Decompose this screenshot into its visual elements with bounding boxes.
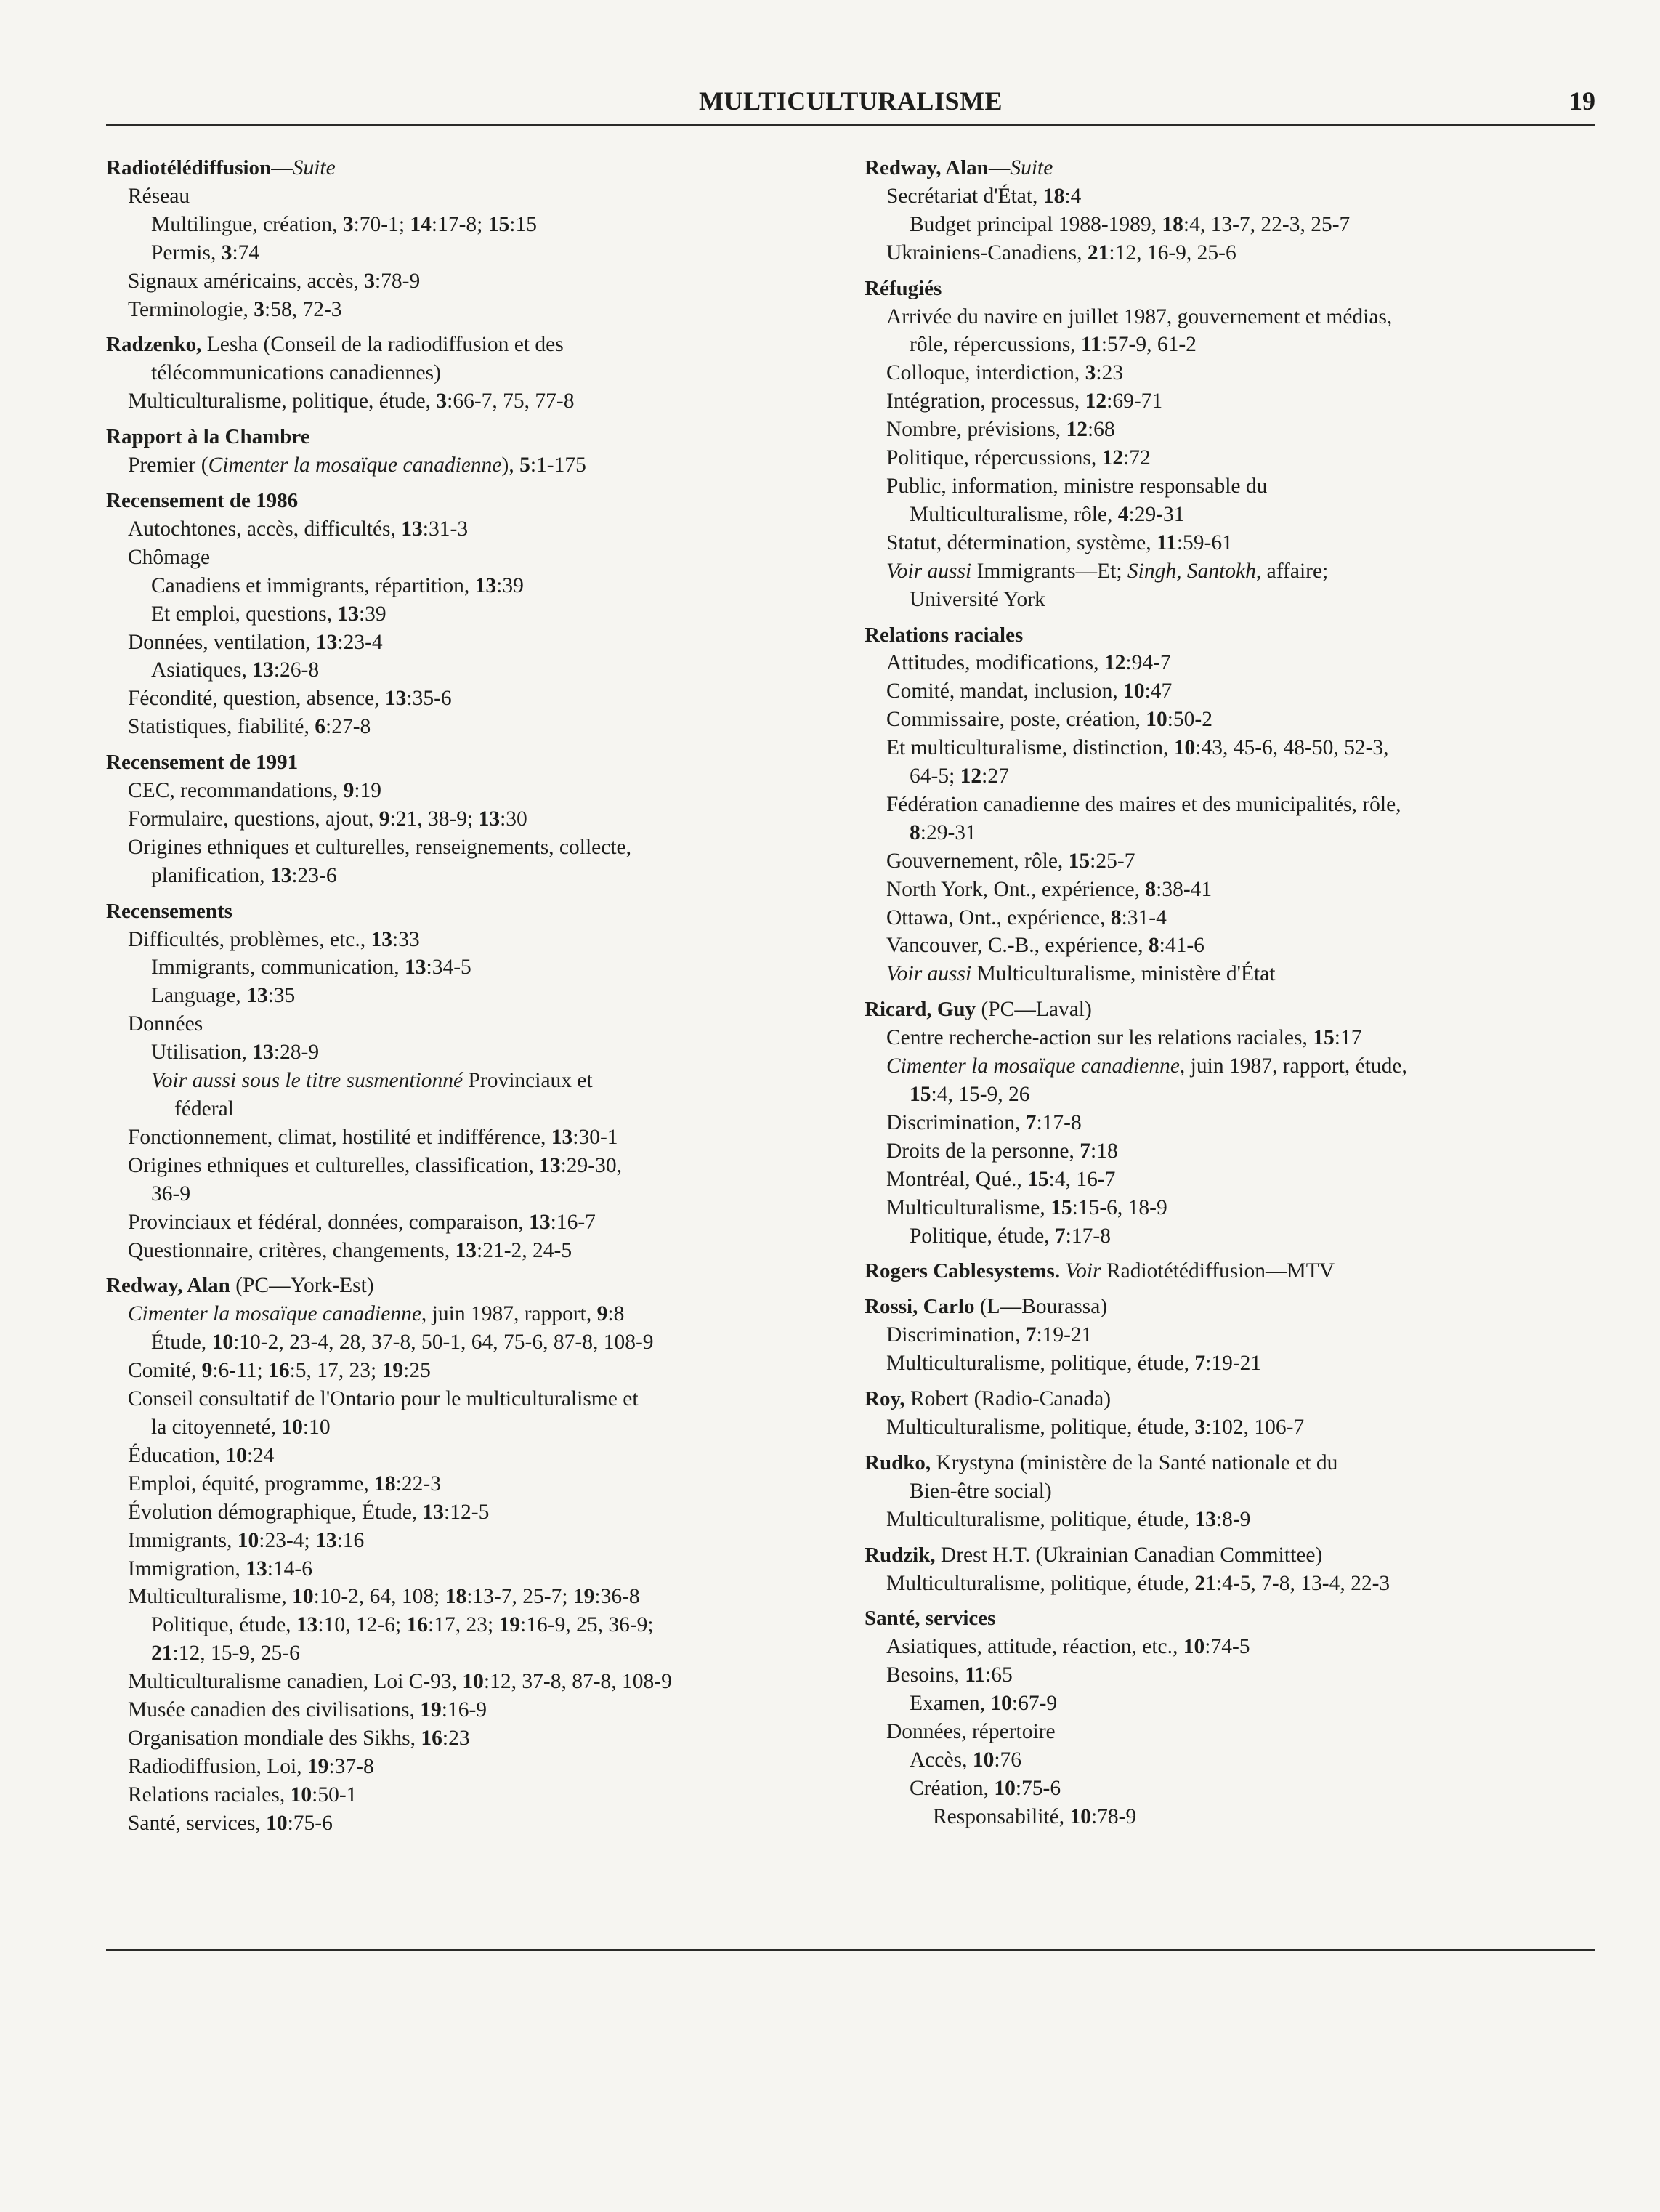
entry-subline: Premier (Cimenter la mosaïque canadienne), 5:1-175: [128, 453, 586, 477]
entry-subline: Données: [128, 1012, 203, 1036]
entry-heading: [865, 1604, 1598, 1633]
entry-heading-suffix: (PC—York-Est): [230, 1274, 374, 1298]
entry-subline: Comité, 9:6-11; 16:5, 17, 23; 19:25: [128, 1359, 431, 1383]
index-entry: [865, 154, 1598, 267]
entry-subline: Autochtones, accès, difficultés, 13:31-3: [128, 517, 469, 541]
entry-heading-name: Santé, services: [865, 1607, 996, 1631]
entry-heading-suffix: Voir Radiotétédiffusion—MTV: [1065, 1259, 1335, 1283]
index-entry: [865, 1541, 1598, 1598]
entry-heading-suffix: —Suite: [271, 156, 336, 179]
entry-subline: Responsabilité, 10:78-9: [933, 1804, 1137, 1828]
entry-subline: Création, 10:75-6: [910, 1776, 1061, 1800]
entry-subline: Multilingue, création, 3:70-1; 14:17-8; 15:15: [151, 212, 537, 236]
entry-subline: féderal: [174, 1097, 234, 1121]
entry-subline: Multiculturalisme, rôle, 4:29-31: [910, 502, 1185, 526]
entry-subline: North York, Ont., expérience, 8:38-41: [886, 877, 1212, 901]
entry-subline: Voir aussi Multiculturalisme, ministère d'État: [886, 962, 1276, 986]
entry-subline: 21:12, 15-9, 25-6: [151, 1642, 300, 1666]
entry-subline: Bien-être social): [910, 1479, 1052, 1503]
entry-subline: 15:4, 15-9, 26: [910, 1083, 1030, 1106]
entry-subline: Gouvernement, rôle, 15:25-7: [886, 849, 1135, 873]
entry-subline: Permis, 3:74: [151, 241, 260, 265]
entry-subline: Attitudes, modifications, 12:94-7: [886, 651, 1171, 675]
entry-heading-name: Roy,: [865, 1387, 905, 1411]
entry-subline: Multiculturalisme, politique, étude, 21:4-5, 7-8, 13-4, 22-3: [886, 1571, 1390, 1595]
entry-subline: Multiculturalisme, 10:10-2, 64, 108; 18:13-7, 25-7; 19:36-8: [128, 1585, 640, 1609]
entry-subline: Cimenter la mosaïque canadienne, juin 1987, rapport, étude,: [886, 1054, 1407, 1078]
index-entry: [106, 748, 833, 890]
entry-heading-suffix: Drest H.T. (Ukrainian Canadian Committee): [935, 1543, 1323, 1567]
right-column: [865, 154, 1598, 1838]
entry-subline: Origines ethniques et culturelles, renseignements, collecte,: [128, 835, 632, 859]
entry-subline: Radiodiffusion, Loi, 19:37-8: [128, 1754, 374, 1778]
footer-rule: [106, 1949, 1595, 1951]
entry-heading: [106, 487, 833, 515]
entry-subline: Commissaire, poste, création, 10:50-2: [886, 708, 1212, 732]
entry-subline: Ottawa, Ont., expérience, 8:31-4: [886, 905, 1167, 929]
entry-subline: Vancouver, C.-B., expérience, 8:41-6: [886, 934, 1204, 958]
entry-subline: Évolution démographique, Étude, 13:12-5: [128, 1500, 490, 1524]
index-entry: [865, 1293, 1598, 1378]
entry-heading-suffix: (L—Bourassa): [974, 1295, 1108, 1319]
entry-subline: Multiculturalisme, politique, étude, 3:102, 106-7: [886, 1415, 1305, 1439]
entry-heading-suffix: (PC—Laval): [976, 998, 1092, 1022]
entry-subline: Organisation mondiale des Sikhs, 16:23: [128, 1726, 470, 1750]
entry-heading-name: Ricard, Guy: [865, 998, 976, 1022]
page-title: MULTICULTURALISME: [699, 86, 1003, 116]
entry-heading: [106, 748, 833, 777]
entry-subline: Questionnaire, critères, changements, 13:21-2, 24-5: [128, 1238, 572, 1262]
entry-heading: [106, 423, 833, 451]
index-entry: [865, 621, 1598, 989]
entry-heading-name: Redway, Alan: [865, 156, 989, 179]
index-entry: [865, 1604, 1598, 1830]
index-entry: [865, 1385, 1598, 1442]
entry-subline: Origines ethniques et culturelles, classification, 13:29-30,: [128, 1153, 622, 1177]
entry-subline: Conseil consultatif de l'Ontario pour le multiculturalisme et: [128, 1387, 639, 1411]
entry-subline: Examen, 10:67-9: [910, 1692, 1058, 1716]
index-entry: [865, 275, 1598, 614]
entry-heading-suffix: Lesha (Conseil de la radiodiffusion et des: [201, 333, 564, 357]
entry-subline: Comité, mandat, inclusion, 10:47: [886, 679, 1173, 703]
entry-subline: Voir aussi sous le titre susmentionné Provinciaux et: [151, 1069, 593, 1093]
entry-subline: Éducation, 10:24: [128, 1443, 275, 1467]
entry-subline: Nombre, prévisions, 12:68: [886, 418, 1115, 442]
entry-subline: Multiculturalisme canadien, Loi C-93, 10:12, 37-8, 87-8, 108-9: [128, 1670, 672, 1694]
entry-heading-name: Rudzik,: [865, 1543, 936, 1567]
entry-heading: [865, 996, 1598, 1024]
entry-heading: [106, 331, 833, 359]
entry-heading: [106, 154, 833, 182]
entry-heading: [865, 1257, 1598, 1285]
entry-subline: Intégration, processus, 12:69-71: [886, 389, 1163, 413]
entry-heading: [865, 1293, 1598, 1321]
entry-subline: Statut, détermination, système, 11:59-61: [886, 530, 1233, 554]
page-header: [106, 81, 1595, 122]
entry-subline: Asiatiques, 13:26-8: [151, 658, 320, 682]
entry-heading-name: Redway, Alan: [106, 1274, 230, 1298]
entry-subline: Politique, étude, 7:17-8: [910, 1224, 1111, 1248]
entry-subline: planification, 13:23-6: [151, 863, 337, 887]
entry-subline: Politique, étude, 13:10, 12-6; 16:17, 23; 19:16-9, 25, 36-9;: [151, 1613, 654, 1637]
index-entry: [865, 1449, 1598, 1534]
entry-subline: Formulaire, questions, ajout, 9:21, 38-9; 13:30: [128, 807, 527, 831]
entry-subline: Fédération canadienne des maires et des municipalités, rôle,: [886, 792, 1401, 816]
entry-subline: Statistiques, fiabilité, 6:27-8: [128, 715, 371, 739]
index-entry: [106, 487, 833, 741]
entry-subline: Immigrants, 10:23-4; 13:16: [128, 1528, 365, 1552]
entry-heading-name: Rossi, Carlo: [865, 1295, 975, 1319]
entry-subline: Besoins, 11:65: [886, 1663, 1013, 1687]
entry-subline: Emploi, équité, programme, 18:22-3: [128, 1472, 441, 1495]
page-number: 19: [1569, 86, 1595, 116]
entry-subline: Utilisation, 13:28-9: [151, 1041, 320, 1065]
entry-subline: Musée canadien des civilisations, 19:16-9: [128, 1698, 487, 1722]
entry-subline: Montréal, Qué., 15:4, 16-7: [886, 1167, 1116, 1191]
left-column: [106, 154, 833, 1845]
entry-subline: Ukrainiens-Canadiens, 21:12, 16-9, 25-6: [886, 241, 1236, 265]
entry-heading-name: Réfugiés: [865, 276, 942, 300]
entry-subline: Multiculturalisme, 15:15-6, 18-9: [886, 1195, 1167, 1219]
entry-subline: 64-5; 12:27: [910, 764, 1009, 788]
entry-subline: télécommunications canadiennes): [151, 361, 441, 385]
entry-subline: CEC, recommandations, 9:19: [128, 779, 382, 803]
entry-subline: Immigrants, communication, 13:34-5: [151, 956, 471, 980]
entry-heading: [865, 154, 1598, 182]
entry-heading-name: Recensements: [106, 899, 232, 923]
entry-subline: Cimenter la mosaïque canadienne, juin 1987, rapport, 9:8: [128, 1302, 625, 1326]
entry-subline: Language, 13:35: [151, 984, 296, 1008]
entry-subline: 36-9: [151, 1182, 191, 1206]
entry-heading: [106, 1272, 833, 1300]
entry-subline: Arrivée du navire en juillet 1987, gouvernement et médias,: [886, 304, 1393, 328]
entry-subline: Relations raciales, 10:50-1: [128, 1783, 357, 1807]
entry-heading: [865, 1541, 1598, 1570]
entry-subline: Chômage: [128, 545, 211, 569]
entry-heading-name: Rudko,: [865, 1450, 931, 1474]
entry-subline: Difficultés, problèmes, etc., 13:33: [128, 927, 420, 951]
entry-heading: [865, 1385, 1598, 1413]
entry-subline: Réseau: [128, 184, 190, 208]
index-entry: [106, 1272, 833, 1837]
entry-subline: Multiculturalisme, politique, étude, 3:66-7, 75, 77-8: [128, 389, 575, 413]
entry-subline: Fécondité, question, absence, 13:35-6: [128, 687, 452, 711]
entry-subline: Et emploi, questions, 13:39: [151, 602, 386, 626]
entry-subline: Politique, répercussions, 12:72: [886, 446, 1151, 470]
entry-heading-suffix: —Suite: [988, 156, 1053, 179]
entry-heading: [865, 1449, 1598, 1477]
entry-subline: Discrimination, 7:17-8: [886, 1110, 1082, 1134]
entry-subline: Données, répertoire: [886, 1720, 1056, 1744]
entry-subline: Provinciaux et fédéral, données, comparaison, 13:16-7: [128, 1210, 596, 1234]
entry-heading-name: Recensement de 1991: [106, 751, 299, 775]
entry-subline: Centre recherche-action sur les relations raciales, 15:17: [886, 1026, 1362, 1050]
entry-subline: Santé, services, 10:75-6: [128, 1811, 333, 1835]
index-entry: [106, 423, 833, 480]
entry-subline: Discrimination, 7:19-21: [886, 1323, 1093, 1347]
entry-subline: Et multiculturalisme, distinction, 10:43, 45-6, 48-50, 52-3,: [886, 736, 1389, 760]
entry-heading-suffix: Robert (Radio-Canada): [904, 1387, 1112, 1411]
entry-subline: Multiculturalisme, politique, étude, 13:8-9: [886, 1507, 1251, 1531]
entry-subline: rôle, répercussions, 11:57-9, 61-2: [910, 333, 1197, 357]
entry-subline: Université York: [910, 587, 1045, 611]
index-entry: [865, 1257, 1598, 1285]
header-rule: [106, 124, 1595, 126]
entry-heading: [865, 621, 1598, 650]
entry-heading: [106, 897, 833, 926]
entry-heading: [865, 275, 1598, 303]
index-entry: [106, 154, 833, 323]
entry-heading-suffix: Krystyna (ministère de la Santé nationale et du: [931, 1450, 1338, 1474]
entry-subline: Asiatiques, attitude, réaction, etc., 10:74-5: [886, 1635, 1250, 1659]
entry-subline: Terminologie, 3:58, 72-3: [128, 297, 342, 321]
entry-subline: Public, information, ministre responsable du: [886, 474, 1268, 498]
entry-subline: Accès, 10:76: [910, 1748, 1022, 1772]
entry-heading-name: Radiotélédiffusion: [106, 156, 272, 179]
entry-heading-name: Radzenko,: [106, 333, 202, 357]
index-entry: [106, 897, 833, 1265]
index-entry: [106, 331, 833, 416]
entry-subline: Signaux américains, accès, 3:78-9: [128, 269, 421, 293]
index-entry: [865, 996, 1598, 1250]
entry-subline: Étude, 10:10-2, 23-4, 28, 37-8, 50-1, 64, 75-6, 87-8, 108-9: [151, 1331, 654, 1355]
entry-subline: Multiculturalisme, politique, étude, 7:19-21: [886, 1352, 1262, 1376]
entry-heading-name: Rogers Cablesystems.: [865, 1259, 1061, 1283]
entry-subline: Voir aussi Immigrants—Et; Singh, Santokh, affaire;: [886, 559, 1329, 583]
entry-subline: Fonctionnement, climat, hostilité et indifférence, 13:30-1: [128, 1125, 618, 1149]
entry-subline: Secrétariat d'État, 18:4: [886, 184, 1082, 208]
entry-heading-name: Rapport à la Chambre: [106, 425, 310, 449]
entry-heading-name: Relations raciales: [865, 623, 1024, 647]
entry-subline: la citoyenneté, 10:10: [151, 1415, 331, 1439]
entry-subline: Canadiens et immigrants, répartition, 13:39: [151, 573, 524, 597]
entry-subline: Données, ventilation, 13:23-4: [128, 630, 383, 654]
entry-subline: Colloque, interdiction, 3:23: [886, 361, 1124, 385]
entry-subline: 8:29-31: [910, 820, 976, 844]
entry-subline: Droits de la personne, 7:18: [886, 1139, 1118, 1163]
entry-heading-name: Recensement de 1986: [106, 488, 299, 512]
entry-subline: Immigration, 13:14-6: [128, 1557, 313, 1581]
entry-subline: Budget principal 1988-1989, 18:4, 13-7, 22-3, 25-7: [910, 212, 1351, 236]
